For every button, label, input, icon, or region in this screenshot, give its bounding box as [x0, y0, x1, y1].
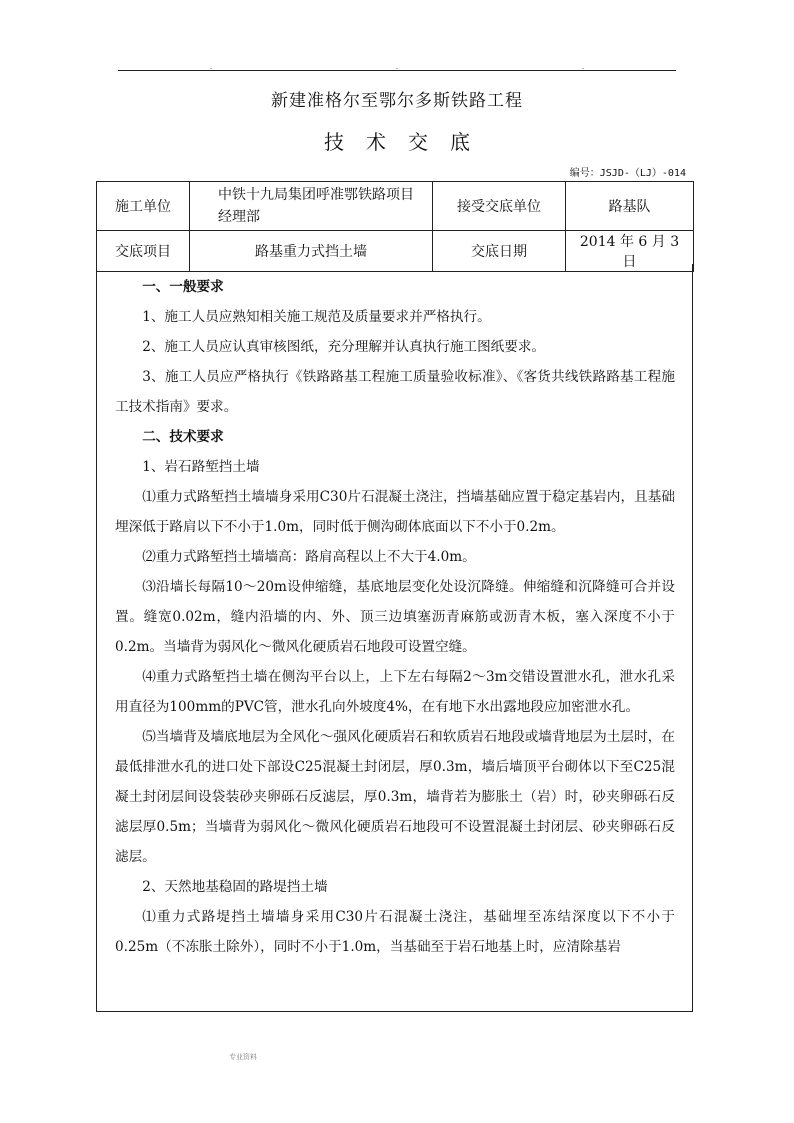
date-value: 2014 年 6 月 3 日 [566, 231, 694, 272]
paragraph: ⑷重力式路堑挡土墙在侧沟平台以上，上下左右每隔2～3m交错设置泄水孔，泄水孔采用直径为100mm的PVC管，泄水孔向外坡度4%，在有地下水出露地段应加密泄水孔。 [115, 669, 675, 715]
paragraph: ⑴重力式路堤挡土墙墙身采用C30片石混凝土浇注，基础埋至冻结深度以下不小于0.25m（不冻胀土除外），同时不小于1.0m，当基础至于岩石地基上时，应清除基岩 [115, 909, 675, 955]
construction-unit-value: 中铁十九局集团呼准鄂铁路项目经理部 [190, 182, 433, 231]
info-row-unit [97, 182, 694, 231]
paragraph: ⑸当墙背及墙底地层为全风化～强风化硬质岩石和软质岩石地段或墙背地层为土层时，在最低排泄水孔的进口处下部设C25混凝土封闭层，厚0.3m，墙后墙顶平台砌体以下至C25混凝土封闭层间设袋装砂夹卵砾石反滤层，厚0.3m，墙背若为膨胀土（岩）时，砂夹卵砾石反滤层厚0.5m；当墙背为弱风化～微风化硬质岩石地段可不设置混凝土封闭层、砂夹卵砾石反滤层。 [115, 729, 675, 865]
receiving-unit-label: 接受交底单位 [433, 182, 566, 231]
document-number: 编号：JSJD-（LJ）-014 [569, 168, 686, 179]
paragraph: ⑴重力式路堑挡土墙墙身采用C30片石混凝土浇注，挡墙基础应置于稳定基岩内，且基础埋深低于路肩以下不小于1.0m，同时低于侧沟砌体底面以下不小于0.2m。 [115, 489, 675, 535]
paragraph: 2、施工人员应认真审核图纸，充分理解并认真执行施工图纸要求。 [142, 339, 546, 355]
content-body [115, 272, 675, 962]
paragraph: 2、天然地基稳固的路堤挡土墙 [142, 879, 328, 895]
info-table [96, 181, 694, 272]
paragraph: 1、岩石路堑挡土墙 [142, 459, 260, 475]
document-title: 技术交底 [324, 130, 492, 154]
item-value: 路基重力式挡土墙 [190, 231, 433, 272]
paragraph: 1、施工人员应熟知相关施工规范及质量要求并严格执行。 [142, 309, 491, 325]
header-dots: . . . [209, 62, 585, 71]
header-rule [118, 70, 676, 71]
section-heading: 一、一般要求 [142, 279, 224, 295]
footer-text: 专业资料 [229, 1053, 257, 1061]
section-heading: 二、技术要求 [142, 429, 224, 445]
receiving-unit-value: 路基队 [566, 182, 694, 231]
paragraph: ⑵重力式路堑挡土墙墙高：路肩高程以上不大于4.0m。 [142, 549, 476, 565]
project-title: 新建准格尔至鄂尔多斯铁路工程 [271, 91, 523, 111]
item-label: 交底项目 [97, 231, 190, 272]
paragraph: 3、施工人员应严格执行《铁路路基工程施工质量验收标准》、《客货共线铁路路基工程施工技术指南》要求。 [115, 369, 675, 415]
date-label: 交底日期 [433, 231, 566, 272]
paragraph: ⑶沿墙长每隔10～20m设伸缩缝，基底地层变化处设沉降缝。伸缩缝和沉降缝可合并设置。缝宽0.02m，缝内沿墙的内、外、顶三边填塞沥青麻筋或沥青木板，塞入深度不小于0.2m。当墙背为弱风化～微风化硬质岩石地段可设置空缝。 [115, 579, 675, 655]
construction-unit-label: 施工单位 [97, 182, 190, 231]
